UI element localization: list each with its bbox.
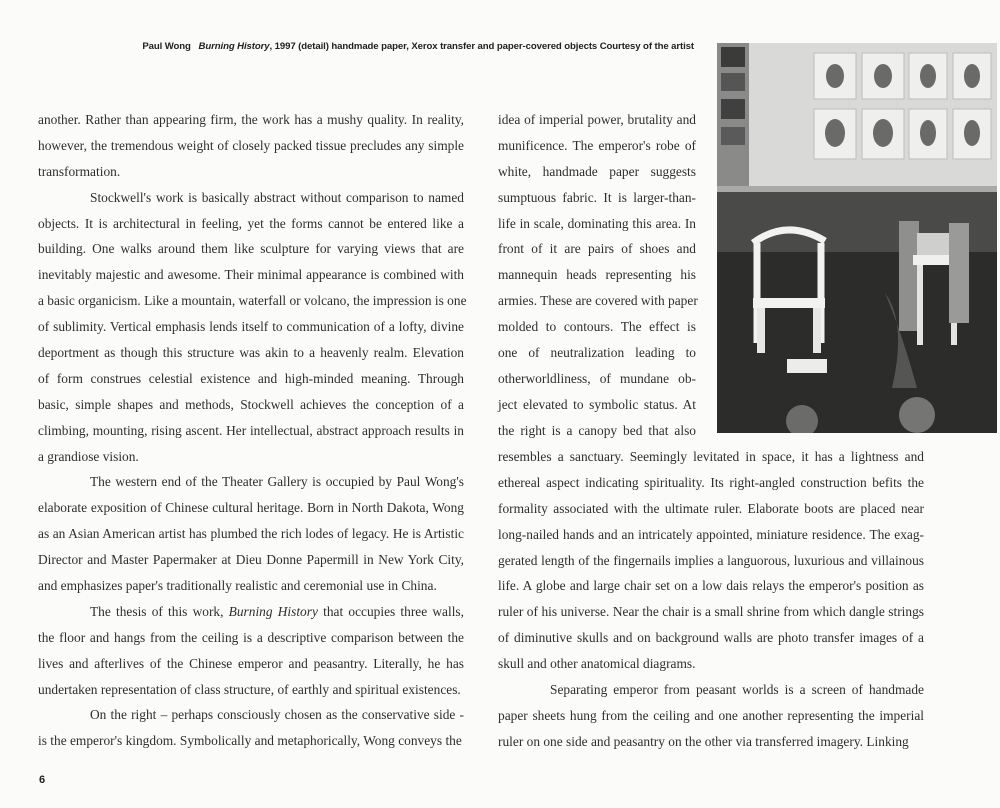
text-line: munificence. The emperor's robe of <box>498 137 696 153</box>
work-title: Burning History <box>228 603 318 619</box>
text-line: the right is a canopy bed that also <box>498 422 696 438</box>
text-segment: that occupies three walls, <box>317 603 464 619</box>
text-line: sumptuous fabric. It is larger-than- <box>498 189 696 205</box>
text-line: climbing, mounting, rising ascent. Her intellectual, abstract approach results in <box>38 422 464 438</box>
text-line: life. A globe and large chair set on a low dais relays the emperor's position as <box>498 578 924 594</box>
text-line: inevitably majestic and awesome. Their minimal appearance is combined with <box>38 267 464 283</box>
text-line: long-nailed hands and an intricately appointed, miniature residence. The exag- <box>498 526 924 542</box>
text-line: paper sheets hung from the ceiling and one another representing the imperial <box>498 707 924 723</box>
text-line: is the emperor's kingdom. Symbolically and metaphorically, Wong conveys the <box>38 733 462 749</box>
artwork-photograph <box>717 43 997 433</box>
text-line: Stockwell's work is basically abstract without comparison to named <box>90 189 464 205</box>
text-line: objects. It is architectural in feeling, yet the forms cannot be entered like a <box>38 215 464 231</box>
text-line: otherworldliness, of mundane ob- <box>498 370 696 386</box>
text-line: the floor and hangs from the ceiling is a descriptive comparison between the <box>38 629 464 645</box>
text-line: ject elevated to symbolic status. At <box>498 396 696 412</box>
left-column-text <box>38 107 467 754</box>
text-line: undertaken representation of class structure, of earthly and spiritual existences. <box>38 681 461 697</box>
text-line: deportment as though this structure was akin to a heavenly realm. Elevation <box>38 345 464 361</box>
text-line: as an Asian American artist has plumbed the rich lodes of legacy. He is Artistic <box>38 526 464 542</box>
right-column-wrap-text <box>498 107 696 444</box>
text-line: one of neutralization leading to <box>498 345 696 361</box>
text-line: ruler on one side and peasantry on the other via transferred imagery. Linking <box>498 733 909 749</box>
text-line: transformation. <box>38 163 121 179</box>
text-line: a grandiose vision. <box>38 448 139 464</box>
text-segment: The thesis of this work, <box>90 603 229 619</box>
text-line: and emphasizes paper's traditionally realistic and ceremonial use in China. <box>38 578 437 594</box>
text-line: mannequin heads representing his <box>498 267 696 283</box>
text-line: The western end of the Theater Gallery is occupied by Paul Wong's <box>90 474 464 490</box>
text-line: life in scale, dominating this area. In <box>498 215 696 231</box>
text-line: formality associated with the ultimate ruler. Elaborate boots are placed near <box>498 500 924 516</box>
text-line: lives and afterlives of the Chinese emperor and peasantry. Literally, he has <box>38 655 464 671</box>
text-line: idea of imperial power, brutality and <box>498 112 696 127</box>
text-line: resembles a sanctuary. Seemingly levitated in space, it has a lightness and <box>498 449 924 464</box>
text-line: another. Rather than appearing firm, the work has a mushy quality. In reality, <box>38 112 464 127</box>
photo-caption <box>0 41 694 52</box>
right-column-full-text <box>498 444 924 755</box>
text-line: armies. These are covered with paper <box>498 293 698 309</box>
text-line: ethereal aspect indicating spirituality. Its right-angled construction befits the <box>498 474 924 490</box>
page-number: 6 <box>39 774 46 786</box>
text-line: skull and other anatomical diagrams. <box>498 656 696 672</box>
text-line: On the right – perhaps consciously chosen as the conservative side - <box>90 707 464 723</box>
text-line: of sublimity. Vertical emphasis lends itself to communication of a lofty, divine <box>38 319 464 335</box>
text-line: building. One walks around them like sculpture for varying views that are <box>38 241 464 257</box>
text-line: Director and Master Papermaker at Dieu Donne Papermill in New York City, <box>38 552 464 568</box>
text-line: of diminutive skulls and on background walls are photo transfer images of a <box>498 630 924 646</box>
text-line: a basic organicism. Like a mountain, waterfall or volcano, the impression is one <box>38 293 467 309</box>
text-line: ruler of his universe. Near the chair is a small shrine from which dangle strings <box>498 604 924 620</box>
text-line: molded to contours. The effect is <box>498 319 696 335</box>
text-line: front of it are pairs of shoes and <box>498 241 696 257</box>
text-line: Separating emperor from peasant worlds is a screen of handmade <box>550 682 924 698</box>
text-line: however, the tremendous weight of closely packed tissue precludes any simple <box>38 137 464 153</box>
text-line: white, handmade paper suggests <box>498 163 696 179</box>
text-line: gerated length of the fingernails implies a languorous, luxurious and villainous <box>498 552 924 568</box>
text-line <box>38 599 464 625</box>
caption-artist: Paul Wong <box>142 41 191 52</box>
photo-illustration <box>717 43 997 433</box>
text-line: of form construes celestial existence and high-minded meaning. Through <box>38 370 464 386</box>
text-line: elaborate exposition of Chinese cultural heritage. Born in North Dakota, Wong <box>38 500 464 516</box>
caption-details: , 1997 (detail) handmade paper, Xerox transfer and paper-covered objects Courtesy of the artist <box>269 41 694 52</box>
caption-work-title: Burning History <box>198 41 270 52</box>
text-line: basic, simple shapes and methods, Stockwell achieves the conception of a <box>38 396 464 412</box>
